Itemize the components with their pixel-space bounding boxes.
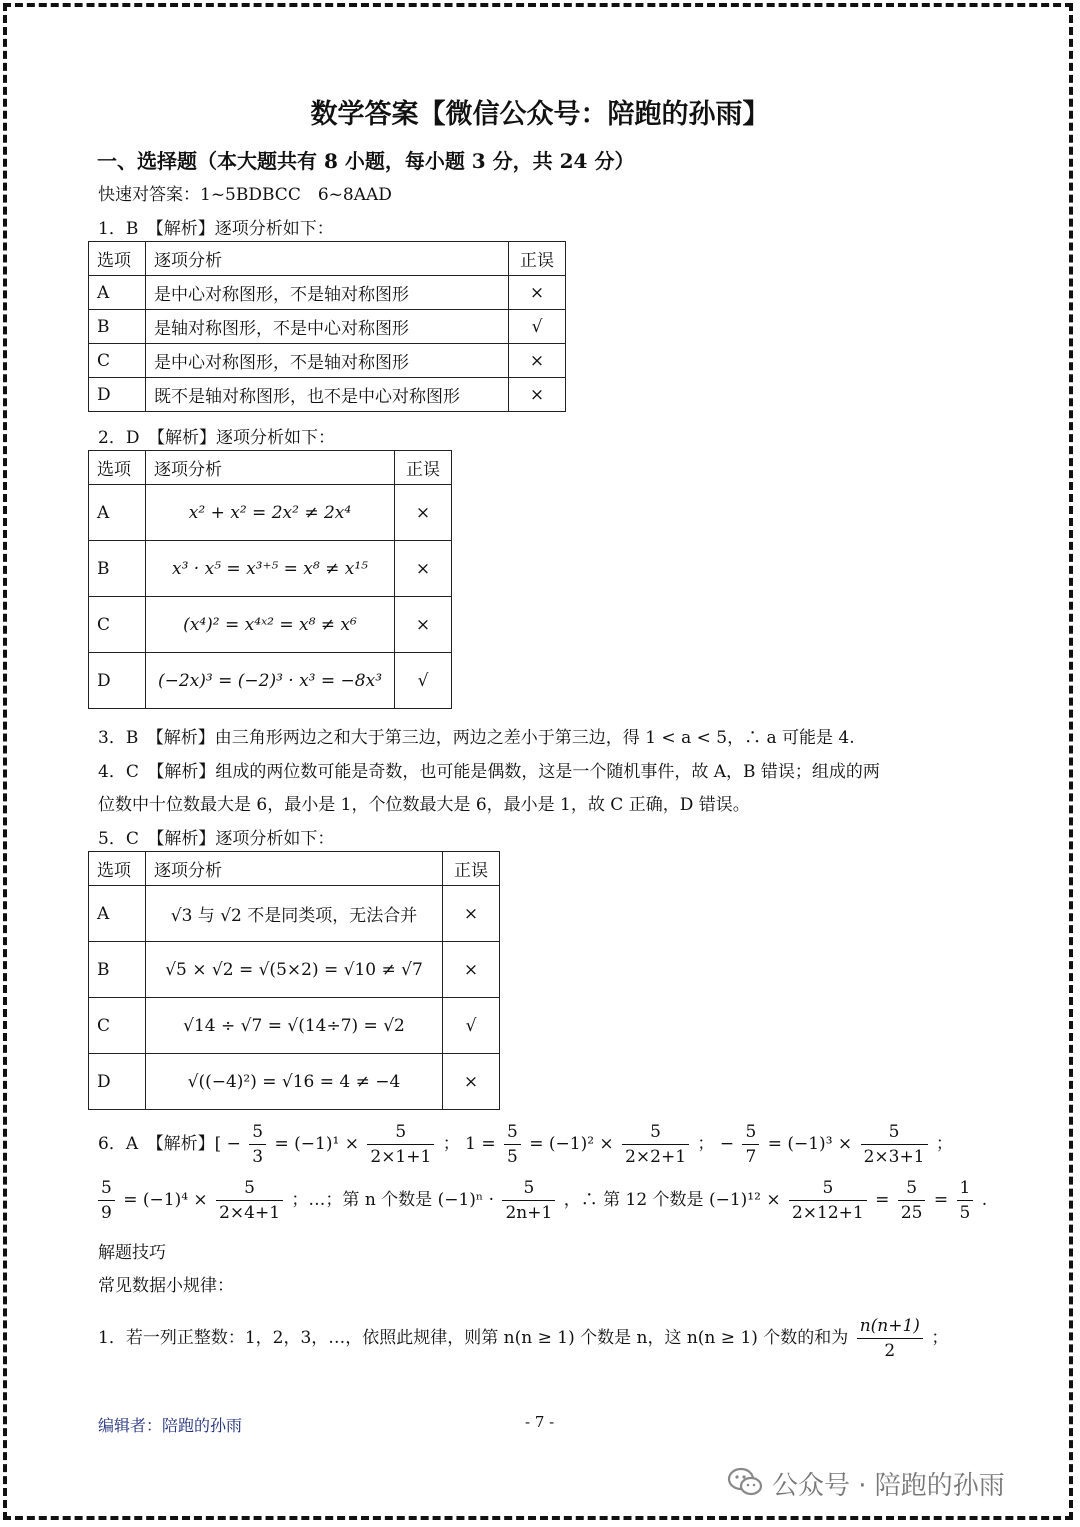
q6-line2 xyxy=(98,1176,987,1225)
table-row xyxy=(89,886,500,942)
table-row xyxy=(89,541,452,597)
denominator: 2×4+1 xyxy=(219,1203,281,1223)
q2-intro: 2．D 【解析】逐项分析如下： xyxy=(98,428,335,448)
option-cell: C xyxy=(89,998,146,1054)
minus-sign: − xyxy=(226,1134,241,1154)
verdict-cell: × xyxy=(395,597,452,653)
page-number: - 7 - xyxy=(525,1413,555,1431)
equals-sign: = xyxy=(875,1190,890,1210)
table-header-row xyxy=(89,451,452,485)
period: . xyxy=(981,1190,988,1210)
tips-title: 解题技巧 xyxy=(98,1243,166,1263)
numerator: 5 xyxy=(898,1176,926,1201)
numerator: n(n+1) xyxy=(857,1314,923,1339)
table-row xyxy=(89,344,566,378)
numerator: 5 xyxy=(504,1120,521,1145)
section-heading: 一、选择题（本大题共有 8 小题，每小题 3 分，共 24 分） xyxy=(97,149,635,173)
option-cell: B xyxy=(89,942,146,998)
verdict-cell: √ xyxy=(395,653,452,709)
separator: ； xyxy=(697,1134,715,1154)
equals-sign: = xyxy=(933,1190,949,1210)
option-cell: B xyxy=(89,541,146,597)
tip-1 xyxy=(98,1314,948,1363)
denominator: 2×3+1 xyxy=(863,1147,925,1167)
verdict-cell: × xyxy=(395,485,452,541)
separator: ； xyxy=(935,1134,953,1154)
header-cell: 逐项分析 xyxy=(146,451,395,485)
header-cell: 选项 xyxy=(89,852,146,886)
expression: = (−1)⁴ × xyxy=(123,1190,208,1210)
denominator: 2 xyxy=(884,1341,896,1361)
analysis-cell: 是中心对称图形，不是轴对称图形 xyxy=(146,276,509,310)
separator: ； xyxy=(931,1328,949,1348)
table-row xyxy=(89,378,566,412)
numerator: 5 xyxy=(249,1120,266,1145)
verdict-cell: × xyxy=(443,1054,500,1110)
expression: ，∴ 第 12 个数是 (−1)¹² × xyxy=(563,1190,781,1210)
option-cell: C xyxy=(89,597,146,653)
q5-table xyxy=(88,851,500,1110)
tip-1-text: 1．若一列正整数：1，2，3，…，依照此规律，则第 n(n ≥ 1) 个数是 n，这 n(n ≥ 1) 个数的和为 xyxy=(98,1328,849,1348)
fraction xyxy=(367,1120,434,1169)
q5-intro: 5．C 【解析】逐项分析如下： xyxy=(98,829,335,849)
q2-table xyxy=(88,450,452,709)
option-cell: D xyxy=(89,1054,146,1110)
header-cell: 正误 xyxy=(395,451,452,485)
option-cell: D xyxy=(89,653,146,709)
denominator: 3 xyxy=(252,1147,264,1167)
analysis-cell: 是中心对称图形，不是轴对称图形 xyxy=(146,344,509,378)
verdict-cell: × xyxy=(509,344,566,378)
option-cell: B xyxy=(89,310,146,344)
numerator: 5 xyxy=(789,1176,867,1201)
fraction xyxy=(622,1120,689,1169)
fraction xyxy=(861,1120,928,1169)
numerator: 5 xyxy=(861,1120,928,1145)
numerator: 5 xyxy=(216,1176,283,1201)
numerator: 5 xyxy=(742,1120,759,1145)
table-row xyxy=(89,1054,500,1110)
numerator: 5 xyxy=(622,1120,689,1145)
numerator: 1 xyxy=(957,1176,974,1201)
expression: = (−1)² × xyxy=(529,1134,614,1154)
formula-cell: x² + x² = 2x² ≠ 2x⁴ xyxy=(146,485,395,541)
footer-editor: 编辑者：陪跑的孙雨 xyxy=(98,1416,243,1435)
table-row xyxy=(89,276,566,310)
separator: ； xyxy=(442,1134,460,1154)
formula-cell: √3 与 √2 不是同类项，无法合并 xyxy=(146,886,443,942)
table-header-row xyxy=(89,852,500,886)
header-cell: 逐项分析 xyxy=(146,852,443,886)
fraction xyxy=(742,1120,759,1169)
fraction xyxy=(857,1314,923,1363)
q3-solution: 3．B 【解析】由三角形两边之和大于第三边，两边之差小于第三边，得 1 < a < 5，∴ a 可能是 4. xyxy=(98,728,855,748)
verdict-cell: × xyxy=(509,378,566,412)
option-cell: D xyxy=(89,378,146,412)
option-cell: A xyxy=(89,276,146,310)
header-cell: 选项 xyxy=(89,451,146,485)
formula-cell: x³ · x⁵ = x³⁺⁵ = x⁸ ≠ x¹⁵ xyxy=(146,541,395,597)
option-cell: A xyxy=(89,485,146,541)
denominator: 5 xyxy=(507,1147,518,1167)
q4-solution-line2: 位数中十位数最大是 6，最小是 1，个位数最大是 6，最小是 1，故 C 正确，D 错误。 xyxy=(98,795,750,815)
formula-cell: (−2x)³ = (−2)³ · x³ = −8x³ xyxy=(146,653,395,709)
expression: = (−1)¹ × xyxy=(274,1134,359,1154)
fraction xyxy=(502,1176,555,1225)
expression: = (−1)³ × xyxy=(767,1134,853,1154)
option-cell: C xyxy=(89,344,146,378)
verdict-cell: × xyxy=(443,886,500,942)
q1-intro: 1．B 【解析】逐项分析如下： xyxy=(98,219,334,239)
verdict-cell: √ xyxy=(443,998,500,1054)
wechat-icon xyxy=(727,1467,763,1497)
formula-cell: (x⁴)² = x⁴ˣ² = x⁸ ≠ x⁶ xyxy=(146,597,395,653)
denominator: 5 xyxy=(959,1203,971,1223)
fraction xyxy=(957,1176,974,1225)
denominator: 2×2+1 xyxy=(625,1147,687,1167)
table-row xyxy=(89,597,452,653)
table-row xyxy=(89,942,500,998)
header-cell: 正误 xyxy=(443,852,500,886)
verdict-cell: × xyxy=(509,276,566,310)
q6-lead: 6．A 【解析】[ xyxy=(98,1134,222,1154)
fraction xyxy=(98,1176,115,1225)
denominator: 9 xyxy=(101,1203,112,1223)
header-cell: 逐项分析 xyxy=(146,242,509,276)
verdict-cell: × xyxy=(443,942,500,998)
denominator: 25 xyxy=(900,1203,923,1223)
table-row xyxy=(89,998,500,1054)
q4-solution-line1: 4．C 【解析】组成的两位数可能是奇数，也可能是偶数，这是一个随机事件，故 A，B 错误；组成的两 xyxy=(98,762,880,782)
quick-answers: 快速对答案：1~5BDBCC 6~8AAD xyxy=(98,185,392,205)
minus-sign: − xyxy=(719,1134,735,1154)
table-header-row xyxy=(89,242,566,276)
table-row xyxy=(89,653,452,709)
denominator: 2×1+1 xyxy=(370,1147,432,1167)
tips-subtitle: 常见数据小规律： xyxy=(98,1276,234,1296)
header-cell: 正误 xyxy=(509,242,566,276)
formula-cell: √((−4)²) = √16 = 4 ≠ −4 xyxy=(146,1054,443,1110)
table-row xyxy=(89,485,452,541)
numerator: 5 xyxy=(98,1176,115,1201)
denominator: 2n+1 xyxy=(505,1203,553,1223)
numerator: 5 xyxy=(367,1120,434,1145)
header-cell: 选项 xyxy=(89,242,146,276)
denominator: 2×12+1 xyxy=(791,1203,864,1223)
q6-line1 xyxy=(98,1120,953,1169)
analysis-cell: 既不是轴对称图形，也不是中心对称图形 xyxy=(146,378,509,412)
watermark-text: 公众号 · 陪跑的孙雨 xyxy=(772,1471,1005,1501)
fraction xyxy=(789,1176,867,1225)
page-title: 数学答案【微信公众号：陪跑的孙雨】 xyxy=(310,99,770,130)
fraction xyxy=(898,1176,926,1225)
expression: 1 = xyxy=(465,1134,496,1154)
analysis-cell: 是轴对称图形，不是中心对称图形 xyxy=(146,310,509,344)
expression: ；…；第 n 个数是 (−1)ⁿ · xyxy=(291,1190,495,1210)
fraction xyxy=(216,1176,283,1225)
verdict-cell: × xyxy=(395,541,452,597)
denominator: 7 xyxy=(745,1147,757,1167)
numerator: 5 xyxy=(502,1176,555,1201)
option-cell: A xyxy=(89,886,146,942)
formula-cell: √14 ÷ √7 = √(14÷7) = √2 xyxy=(146,998,443,1054)
q1-table xyxy=(88,241,566,412)
table-row xyxy=(89,310,566,344)
fraction xyxy=(249,1120,266,1169)
verdict-cell: √ xyxy=(509,310,566,344)
formula-cell: √5 × √2 = √(5×2) = √10 ≠ √7 xyxy=(146,942,443,998)
fraction xyxy=(504,1120,521,1169)
